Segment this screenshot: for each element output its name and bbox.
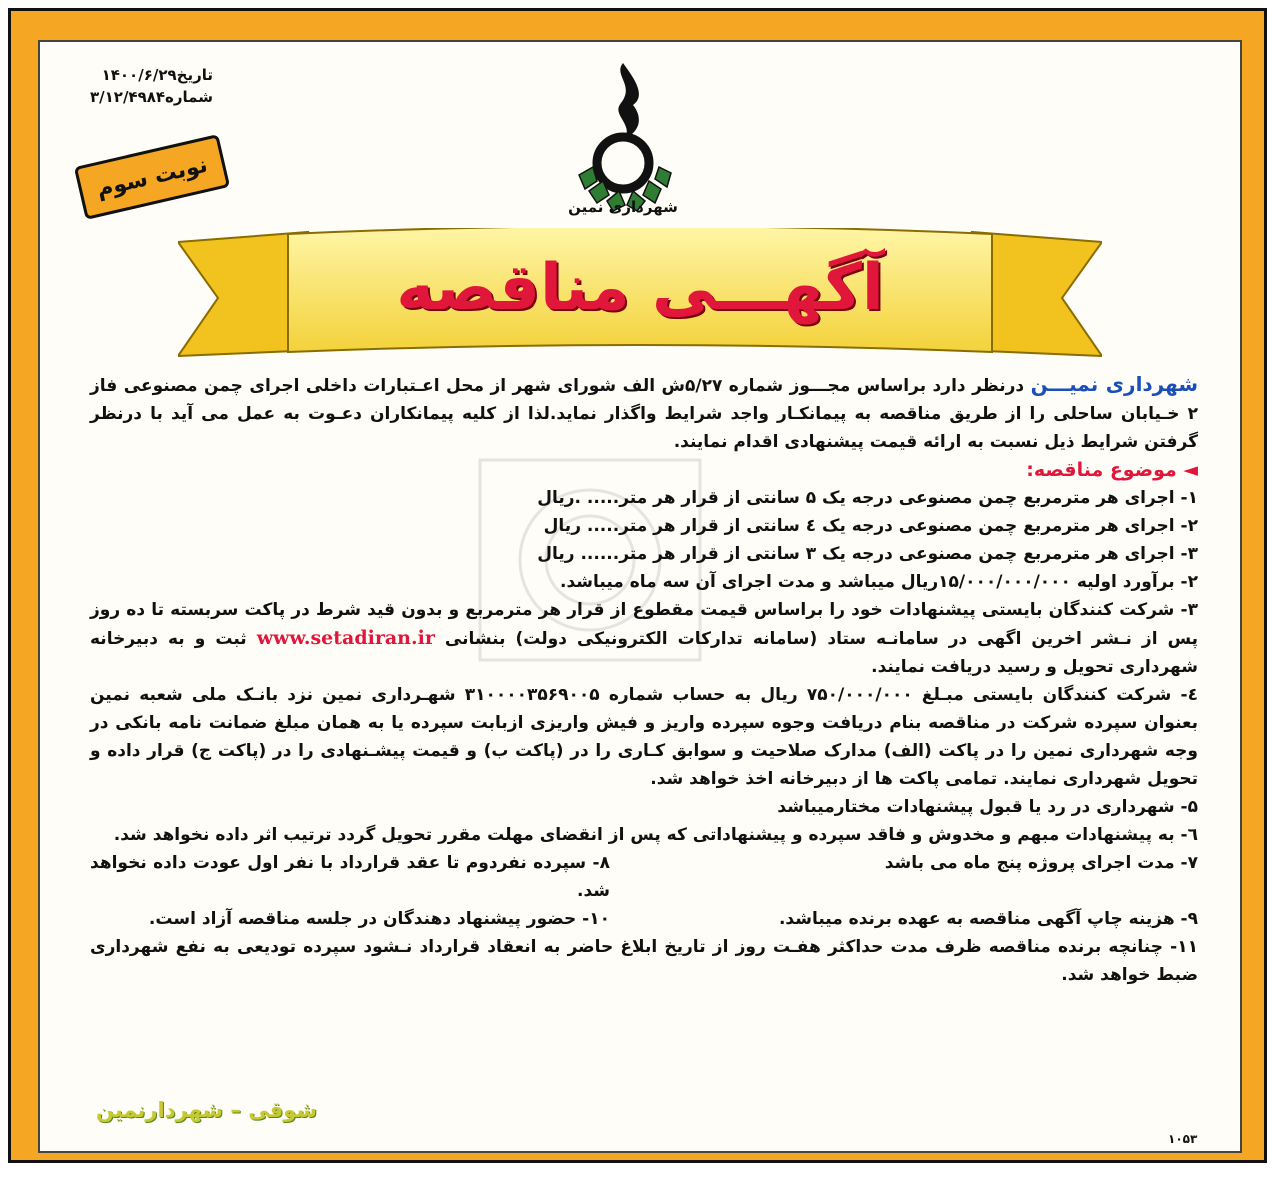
signature: شوقی – شهردارنمین bbox=[96, 1098, 318, 1122]
logo-text: شهرداری نمین bbox=[568, 198, 678, 216]
clauses-9-10 bbox=[90, 905, 1198, 933]
subject-heading: ◄ موضوع مناقصه: bbox=[1026, 459, 1198, 481]
clause-11: ۱۱- چنانچه برنده مناقصه ظرف مدت حداکثر هفـت روز از تاریخ ابلاغ حاضر به انعقاد قرارداد نـشود سپرده تودیعی به نفع شهرداری ضبط خواهد شد. bbox=[90, 937, 1198, 985]
clause-6: ٦- به پیشنهادات مبهم و مخدوش و فاقد سپرده و پیشنهاداتی که پس از انقضای مهلت مقرر تحویل گردد ترتیب اثر داده نخواهد شد. bbox=[113, 825, 1198, 845]
clause-9: ۹- هزینه چاپ آگهی مناقصه به عهده برنده میباشد. bbox=[778, 909, 1198, 929]
item-2: ۲- اجرای هر مترمربع چمن مصنوعی درجه یک ٤ سانتی از قرار هر متر..... ریال bbox=[543, 516, 1198, 536]
website-link[interactable]: www.setadiran.ir bbox=[256, 627, 435, 649]
round-badge: نوبت سوم bbox=[74, 134, 230, 220]
header-meta bbox=[90, 64, 213, 108]
item-estimate: ۲- برآورد اولیه ۱۵/۰۰۰/۰۰۰/۰۰۰ریال میباشد و مدت اجرای آن سه ماه میباشد. bbox=[560, 572, 1198, 592]
clauses-7-8 bbox=[90, 849, 1198, 905]
notice-number: شماره۳/۱۲/۴۹۸۴ bbox=[90, 88, 213, 106]
clause-3: ۳- شرکت کنندگان بایستی پیشنهادات خود را براساس قیمت مقطوع از قرار هر مترمربع و بدون قید شرط در پاکت سربسته تا ده روز پس از نـشر اخرین اگهی در سامانـه ستاد (سامانه تدارکات الکترونیکی دولت) بنشانی www.setadiran.ir ثبت و به دبیرخانه شهرداری تحویل و رسید دریافت نمایند. bbox=[90, 600, 1198, 677]
item-3: ۳- اجرای هر مترمربع چمن مصنوعی درجه یک ۳ سانتی از قرار هر متر...... ریال bbox=[537, 544, 1198, 564]
clause-7: ۷- مدت اجرای پروژه پنج ماه می باشد bbox=[884, 853, 1198, 873]
organization-name: شهرداری نمیـــن bbox=[1030, 372, 1198, 396]
pointer-arrow-icon: ◄ bbox=[1176, 459, 1198, 481]
item-1: ۱- اجرای هر مترمربع چمن مصنوعی درجه یک ۵ سانتی از قرار هر متر..... .ریال bbox=[537, 488, 1198, 508]
clause-4: ٤- شرکت کنندگان بایستی مبـلغ ۷۵۰/۰۰۰/۰۰۰ ریال به حساب شماره ۳۱۰۰۰۰۳۵۶۹۰۰۵ شهـرداری نمین نزد بانـک ملی شعبه نمین بعنوان سپرده شرکت در مناقصه بنام دریافت وجوه سپرده واریز و فیش واریزی ازبابت سپرده یا به همان مبلغ ضمانت نامه بانکی در وجه شهرداری نمین را در پاکت (الف) مدارک صلاحیت و سوابق کـاری را در (پاکت ب) و قیمت پیشـنهادی را در (پاکت ج) قرار داده و تحویل شهرداری نمایند. تمامی پاکت ها از دبیرخانه اخذ خواهد شد. bbox=[90, 685, 1198, 789]
notice-body bbox=[90, 370, 1198, 989]
intro-paragraph bbox=[90, 370, 1198, 456]
clause-5: ۵- شهرداری در رد یا قبول پیشنهادات مختارمیباشد bbox=[777, 797, 1198, 817]
notice-date: تاریخ۱۴۰۰/۶/۲۹ bbox=[101, 66, 213, 84]
ad-code: ۱۰۵۳ bbox=[1168, 1132, 1198, 1146]
intro-text: درنظر دارد براساس مجـــوز شماره ۵/۲۷ش الف شورای شهر از محل اعـتبارات داخلی اجرای چمن مصنوعی فاز ۲ خـیابان ساحلی را از طریق مناقصه به پیمانکـار واجد شرایط واگذار نماید.لذا از کلیه پیمانکاران دعـوت به عمل می آید با درنظر گرفتن شرایط ذیل نسبت به ارائه قیمت پیشنهادی اقدام نمایند. bbox=[90, 376, 1198, 452]
clause-10: ۱۰- حضور پیشنهاد دهندگان در جلسه مناقصه آزاد است. bbox=[148, 909, 610, 929]
clause-8: ۸- سپرده نفردوم تا عقد قرارداد با نفر اول عودت داده نخواهد شد. bbox=[90, 853, 610, 901]
notice-title: آگهـــی مناقصه bbox=[396, 251, 884, 325]
